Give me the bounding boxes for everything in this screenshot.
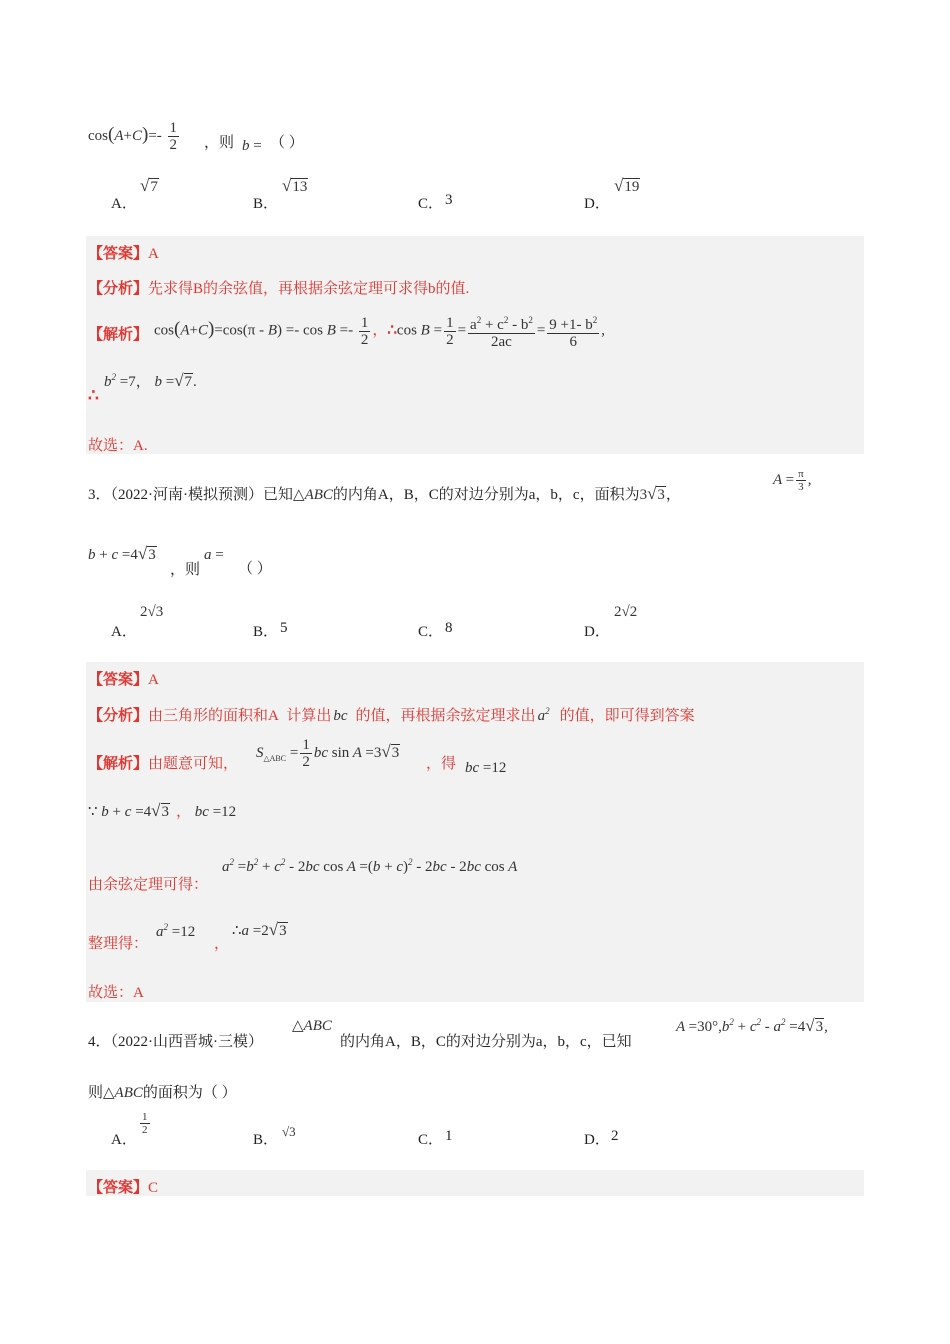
q3-number: 3． — [88, 487, 111, 503]
q3-solution-line: 【解析】由题意可知， — [88, 756, 239, 772]
q2-solution-formula: cos(A+C)=cos(π - B) =- cos B =- $\frac{1}{2}$ ，∴cos B = $\frac{1}{2}$ = $\frac{a^2 + c^2 - b^2}{2ac}$ = $\frac{9 +1- b^2}{6}$ , — [154, 312, 605, 350]
q4-option-c-label: C． — [418, 1132, 444, 1148]
q2-answer-line — [88, 242, 159, 263]
q3-stem-tail: ，则 — [170, 562, 201, 578]
q2-b-squared: $b^2 =7$， b =√7. — [104, 371, 197, 390]
q3-comma: ， — [214, 936, 230, 952]
q3-source: （2022·河南·模拟预测） — [110, 487, 264, 503]
q3-option-d-label: D． — [584, 624, 610, 640]
q3-stem-line1: 3．（2022·河南·模拟预测）已知△ABC的内角A，B，C的对边分别为a，b，c，面积为3√3， — [88, 484, 681, 503]
q2-b-eq: b = — [242, 138, 262, 154]
q4-condition: $A =30^\circ,b^2 + c^2 - a^2 =4√3$, — [676, 1016, 828, 1035]
q4-answer-tag: 【答案】 — [88, 1180, 149, 1196]
q2-option-c-value: 3 — [445, 192, 453, 208]
q3-option-d-value: 2√2 — [614, 604, 638, 620]
q3-option-c-value: 8 — [445, 620, 453, 636]
q4-triangle: △ABC — [292, 1018, 332, 1034]
q4-option-a-value: $\frac{1}{2}$ — [142, 1111, 148, 1136]
q3-option-b-value: 5 — [280, 620, 288, 636]
q4-number-source — [88, 1030, 263, 1051]
q3-option-a-value: 2√3 — [140, 604, 164, 620]
q3-a-result: ∴a =2√3 — [232, 920, 287, 939]
q3-analysis-line: 【分析】由三角形的面积和A 计算出 bc 的值，再根据余弦定理求出 $a^2$ 的值，即可得到答案 — [88, 706, 695, 724]
q2-answer-tag: 【答案】 — [88, 246, 149, 262]
q4-answer-line — [88, 1176, 158, 1197]
q2-answer: A — [148, 246, 159, 262]
q4-option-d-value: 2 — [611, 1128, 619, 1144]
q3-a-eq: a = — [204, 547, 224, 563]
q3-cos-rule-label: 由余弦定理可得： — [88, 877, 209, 893]
q2-option-a-value: √7 — [140, 176, 158, 195]
q3-angle-a: A = $\frac{\pi}{3}$ , — [773, 468, 812, 493]
q3-option-b-label: B． — [253, 624, 279, 640]
q4-option-a-label: A． — [111, 1132, 137, 1148]
q3-conclusion: 故选：A — [88, 985, 144, 1001]
q2-therefore: ∴ — [88, 386, 99, 405]
q3-a-squared: $a^2 =12$ — [156, 922, 196, 940]
q3-solution-tag: 【解析】 — [88, 756, 149, 772]
q3-paren: （ ） — [238, 561, 272, 577]
q4-source: （2022·山西晋城·三模） — [110, 1034, 264, 1050]
q3-analysis-tag: 【分析】 — [88, 708, 149, 724]
q3-b-plus-c: b + c =4√3 — [88, 544, 156, 563]
q4-option-d-label: D． — [584, 1132, 610, 1148]
q2-option-b-value: √13 — [282, 176, 308, 195]
q2-option-d-value: √19 — [614, 176, 640, 195]
q2-analysis: 先求得B的余弦值，再根据余弦定理可求得b的值. — [148, 281, 470, 297]
q3-option-a-label: A． — [111, 624, 137, 640]
q3-solution-then: ，得 — [426, 756, 457, 772]
q2-option-a-label: A． — [111, 196, 137, 212]
q3-answer: A — [148, 672, 159, 688]
q3-area-formula: $S_{\triangle ABC}$ = $\frac{1}{2}$ bc sin A =3√3 — [256, 737, 400, 770]
q4-option-b-value: √3 — [282, 1124, 296, 1139]
q3-tidy-label: 整理得： — [88, 936, 149, 952]
q2-analysis-tag: 【分析】 — [88, 281, 149, 297]
q4-answer-panel — [86, 1170, 864, 1196]
q2-conclusion: 故选：A. — [88, 438, 148, 454]
q4-stem-line2: 则△ABC的面积为（ ） — [88, 1085, 237, 1101]
q4-number: 4． — [88, 1034, 111, 1050]
q2-option-c-label: C． — [418, 196, 444, 212]
q2-stem-tail: ，则 — [204, 135, 235, 151]
q2-paren: （ ） — [270, 135, 304, 151]
q2-analysis-line — [88, 277, 469, 298]
q3-since-line: ∵ b + c =4√3 ， bc =12 — [88, 801, 237, 820]
q4-stem: 的内角A，B，C的对边分别为a，b，c，已知 — [340, 1034, 632, 1050]
q4-answer: C — [148, 1180, 159, 1196]
q3-option-c-label: C． — [418, 624, 444, 640]
q2-option-b-label: B． — [253, 196, 279, 212]
q2-option-d-label: D． — [584, 196, 610, 212]
q3-answer-line — [88, 668, 159, 689]
q3-answer-tag: 【答案】 — [88, 672, 149, 688]
q4-option-c-value: 1 — [445, 1128, 453, 1144]
q3-bc-value: bc =12 — [465, 760, 507, 776]
q4-option-b-label: B． — [253, 1132, 279, 1148]
q2-stem-formula: cos(A+C)=- $\frac{1}{2}$ — [88, 120, 178, 153]
q3-cos-rule-formula: $a^2 =b^2 + c^2 - 2bc$ $\cos A =(b + c)^2 - 2bc - 2bc$ cos A — [222, 857, 518, 875]
q2-solution-tag: 【解析】 — [88, 327, 149, 343]
